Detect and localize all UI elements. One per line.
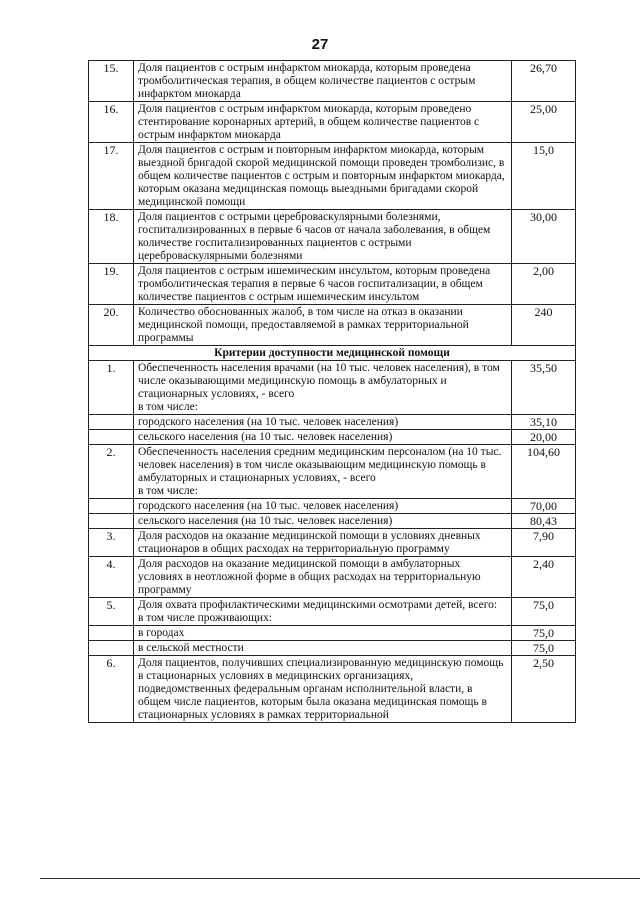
row-description [134,514,512,529]
section-title: Критерии доступности медицинской помощи [89,346,576,361]
table-row [89,143,576,210]
row-description-text: Доля расходов на оказание медицинской помощи в условиях дневных стационаров в общих расходах на территориальную программу [138,530,481,555]
row-description-text: Доля пациентов, получивших специализированную медицинскую помощь в стационарных условиях в медицинских организациях, подведомственных федеральным органам исполнительной власти, в общем числе пациентов, которым была оказана медицинская помощь в стационарных условиях в рамках территориальной [138,657,504,721]
table-row [89,598,576,626]
table-row [89,514,576,529]
row-description-text: сельского населения (на 10 тыс. человек населения) [138,431,393,443]
row-description-text: в городах [138,627,185,639]
row-number: 20. [89,305,134,346]
row-description [134,210,512,264]
table-row [89,557,576,598]
row-description [134,626,512,641]
row-description [134,656,512,723]
row-description [134,61,512,102]
row-number: 4. [89,557,134,598]
table-row [89,210,576,264]
row-description [134,102,512,143]
row-number: 2. [89,445,134,499]
row-value: 2,00 [512,264,576,305]
row-number: 1. [89,361,134,415]
row-subtext: в том числе проживающих: [138,612,273,624]
row-value: 35,10 [512,415,576,430]
table-row [89,641,576,656]
row-value: 75,0 [512,641,576,656]
row-description [134,529,512,557]
table-row [89,61,576,102]
row-value: 30,00 [512,210,576,264]
row-description [134,305,512,346]
row-value: 35,50 [512,361,576,415]
row-number: 15. [89,61,134,102]
row-value: 2,50 [512,656,576,723]
row-value: 20,00 [512,430,576,445]
row-value: 104,60 [512,445,576,499]
page-number: 27 [311,36,329,53]
row-subtext: в том числе: [138,401,198,413]
row-description-text: сельского населения (на 10 тыс. человек населения) [138,515,393,527]
table-row [89,529,576,557]
row-description-text: Обеспеченность населения средним медицинским персоналом (на 10 тыс. человек населения) в том числе оказывающим медицинскую помощь в амбулаторных и стационарных условиях, - всего [138,446,502,484]
footer-rule [40,878,640,879]
row-description-text: городского населения (на 10 тыс. человек населения) [138,500,399,512]
table-row [89,445,576,499]
row-number: 3. [89,529,134,557]
row-description [134,445,512,499]
table-row [89,264,576,305]
row-number [89,415,134,430]
row-description-text: в сельской местности [138,642,244,654]
criteria-table [88,60,576,723]
row-description-text: Доля пациентов с острыми цереброваскулярными болезнями, госпитализированных в первые 6 часов от начала заболевания, в общем количестве госпитализированных пациентов с острыми цереброваскулярными болезнями [138,211,491,262]
section-header-row [89,346,576,361]
table-row [89,626,576,641]
row-value: 2,40 [512,557,576,598]
row-description-text: Доля расходов на оказание медицинской помощи в амбулаторных условиях в неотложной форме в общих расходах на территориальную программу [138,558,481,596]
row-description-text: городского населения (на 10 тыс. человек населения) [138,416,399,428]
row-description [134,641,512,656]
row-number [89,514,134,529]
row-description [134,143,512,210]
row-value: 240 [512,305,576,346]
table-row [89,305,576,346]
row-value: 15,0 [512,143,576,210]
row-number: 5. [89,598,134,626]
row-description-text: Доля пациентов с острым инфарктом миокарда, которым проведена тромболитическая терапия, в общем количестве пациентов с острым инфарктом миокарда [138,62,476,100]
row-number: 18. [89,210,134,264]
row-number [89,430,134,445]
row-description [134,361,512,415]
row-value: 75,0 [512,626,576,641]
row-value: 26,70 [512,61,576,102]
row-number: 16. [89,102,134,143]
row-number: 17. [89,143,134,210]
row-description [134,557,512,598]
row-description [134,415,512,430]
row-description [134,499,512,514]
table-row [89,102,576,143]
row-number: 19. [89,264,134,305]
row-description-text: Доля пациентов с острым и повторным инфарктом миокарда, которым выездной бригадой скорой медицинской помощи проведен тромболизис, в общем количестве пациентов с острым и повторным инфарктом миокарда, которым оказана медицинская помощь выездными бригадами скорой медицинской помощи [138,144,505,208]
row-value: 80,43 [512,514,576,529]
row-value: 70,00 [512,499,576,514]
row-description [134,430,512,445]
row-subtext: в том числе: [138,485,198,497]
row-description-text: Доля охвата профилактическими медицинскими осмотрами детей, всего: [138,599,498,611]
table-row [89,361,576,415]
table-row [89,415,576,430]
row-value: 75,0 [512,598,576,626]
row-description-text: Обеспеченность населения врачами (на 10 тыс. человек населения), в том числе оказывающими медицинскую помощь в амбулаторных и стационарных условиях, - всего [138,362,500,400]
row-value: 25,00 [512,102,576,143]
row-number [89,499,134,514]
table-row [89,430,576,445]
row-number [89,641,134,656]
table-row [89,499,576,514]
row-description [134,598,512,626]
row-description [134,264,512,305]
row-number [89,626,134,641]
row-description-text: Доля пациентов с острым ишемическим инсультом, которым проведена тромболитическая терапия в первые 6 часов госпитализации, в общем количестве пациентов с острым ишемическим инсультом [138,265,491,303]
row-description-text: Количество обоснованных жалоб, в том числе на отказ в оказании медицинской помощи, предоставляемой в рамках территориальной программы [138,306,469,344]
table-row [89,656,576,723]
row-number: 6. [89,656,134,723]
row-value: 7,90 [512,529,576,557]
row-description-text: Доля пациентов с острым инфарктом миокарда, которым проведено стентирование коронарных артерий, в общем количестве пациентов с острым инфарктом миокарда [138,103,480,141]
